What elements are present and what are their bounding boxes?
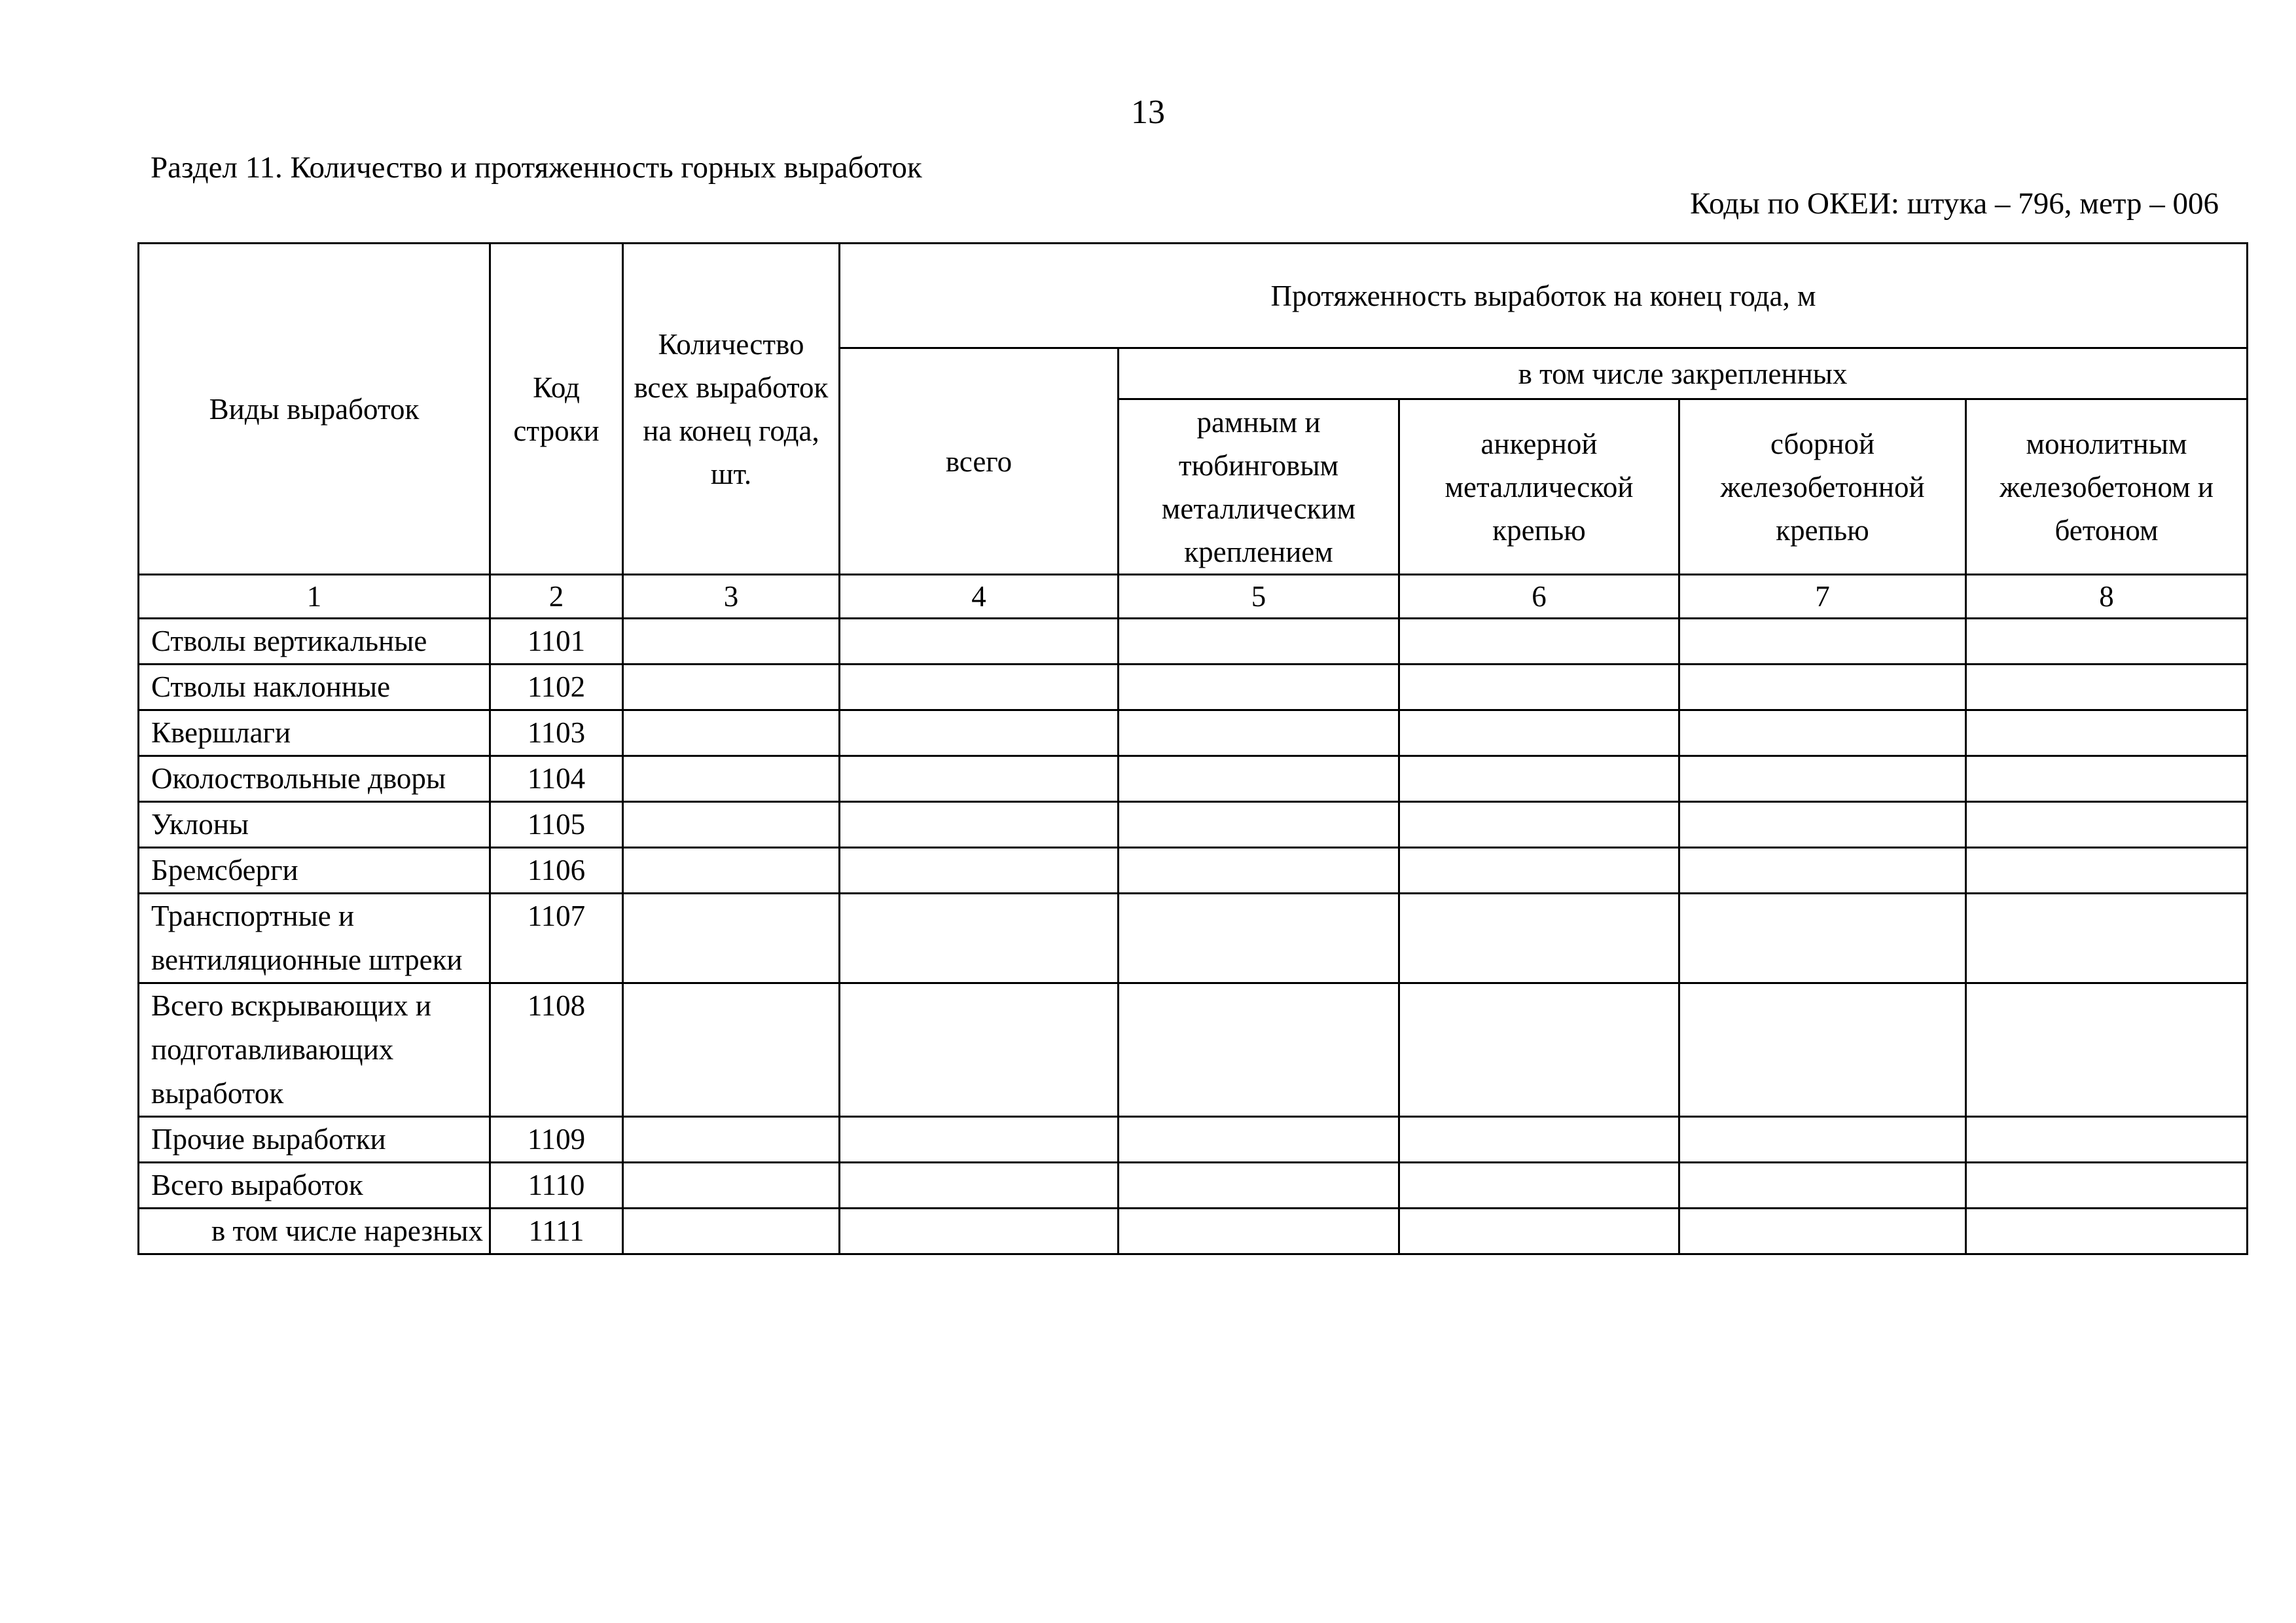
input-cell[interactable] (1966, 848, 2248, 894)
input-cell[interactable] (1399, 665, 1679, 710)
row-label: Прочие выработки (139, 1117, 490, 1163)
table-row (139, 710, 2248, 756)
input-cell[interactable] (1119, 1209, 1399, 1254)
input-cell[interactable] (623, 710, 840, 756)
header-precast: сборной железобетонной крепью (1679, 399, 1966, 575)
input-cell[interactable] (1679, 1163, 1966, 1209)
input-cell[interactable] (623, 848, 840, 894)
input-cell[interactable] (1966, 619, 2248, 665)
row-label: Стволы наклонные (139, 665, 490, 710)
input-cell[interactable] (1119, 848, 1399, 894)
okei-codes: Коды по ОКЕИ: штука – 796, метр – 006 (1690, 187, 2219, 221)
input-cell[interactable] (623, 665, 840, 710)
input-cell[interactable] (1679, 756, 1966, 802)
row-label: Стволы вертикальные (139, 619, 490, 665)
header-frame: рамным и тюбинговым металлическим креплением (1119, 399, 1399, 575)
input-cell[interactable] (1679, 1117, 1966, 1163)
input-cell[interactable] (1679, 894, 1966, 983)
input-cell[interactable] (623, 983, 840, 1117)
row-code: 1103 (490, 710, 623, 756)
input-cell[interactable] (623, 1117, 840, 1163)
input-cell[interactable] (1119, 802, 1399, 848)
header-types: Виды выработок (139, 244, 490, 575)
input-cell[interactable] (1679, 848, 1966, 894)
table-row (139, 619, 2248, 665)
input-cell[interactable] (1399, 619, 1679, 665)
table-row (139, 848, 2248, 894)
input-cell[interactable] (1966, 665, 2248, 710)
input-cell[interactable] (1966, 802, 2248, 848)
input-cell[interactable] (623, 756, 840, 802)
row-label: Квершлаги (139, 710, 490, 756)
row-code: 1102 (490, 665, 623, 710)
page-number: 13 (1131, 94, 1165, 131)
input-cell[interactable] (1966, 1209, 2248, 1254)
section-title: Раздел 11. Количество и протяженность горных выработок (151, 151, 922, 185)
input-cell[interactable] (840, 983, 1119, 1117)
input-cell[interactable] (1966, 983, 2248, 1117)
row-code: 1107 (490, 894, 623, 983)
header-anchor: анкерной металлической крепью (1399, 399, 1679, 575)
input-cell[interactable] (1119, 983, 1399, 1117)
input-cell[interactable] (840, 848, 1119, 894)
input-cell[interactable] (1966, 1117, 2248, 1163)
column-number: 5 (1119, 575, 1399, 619)
input-cell[interactable] (840, 1209, 1119, 1254)
header-length-group: Протяженность выработок на конец года, м (840, 244, 2248, 348)
input-cell[interactable] (1119, 1117, 1399, 1163)
input-cell[interactable] (840, 1163, 1119, 1209)
input-cell[interactable] (840, 619, 1119, 665)
input-cell[interactable] (623, 894, 840, 983)
table-row (139, 983, 2248, 1117)
input-cell[interactable] (1399, 1163, 1679, 1209)
input-cell[interactable] (623, 1209, 840, 1254)
input-cell[interactable] (1679, 983, 1966, 1117)
input-cell[interactable] (1679, 1209, 1966, 1254)
input-cell[interactable] (1399, 848, 1679, 894)
column-number: 8 (1966, 575, 2248, 619)
input-cell[interactable] (1119, 619, 1399, 665)
input-cell[interactable] (623, 619, 840, 665)
input-cell[interactable] (1119, 1163, 1399, 1209)
row-label: в том числе нарезных (139, 1209, 490, 1254)
row-label: Всего выработок (139, 1163, 490, 1209)
header-count: Количество всех выработок на конец года, шт. (623, 244, 840, 575)
input-cell[interactable] (840, 665, 1119, 710)
header-total: всего (840, 348, 1119, 575)
row-label: Всего вскрывающих и подготавливающих выработок (139, 983, 490, 1117)
input-cell[interactable] (1966, 756, 2248, 802)
header-code: Код строки (490, 244, 623, 575)
input-cell[interactable] (840, 802, 1119, 848)
row-code: 1109 (490, 1117, 623, 1163)
row-code: 1101 (490, 619, 623, 665)
table-row (139, 665, 2248, 710)
column-numbers-row (139, 575, 2248, 619)
input-cell[interactable] (1399, 894, 1679, 983)
column-number: 6 (1399, 575, 1679, 619)
input-cell[interactable] (840, 756, 1119, 802)
column-number: 1 (139, 575, 490, 619)
input-cell[interactable] (1679, 802, 1966, 848)
input-cell[interactable] (1966, 710, 2248, 756)
column-number: 4 (840, 575, 1119, 619)
row-code: 1104 (490, 756, 623, 802)
column-number: 7 (1679, 575, 1966, 619)
row-label: Бремсберги (139, 848, 490, 894)
header-monolithic: монолитным железобетоном и бетоном (1966, 399, 2248, 575)
row-code: 1106 (490, 848, 623, 894)
table-row (139, 1209, 2248, 1254)
input-cell[interactable] (1679, 619, 1966, 665)
input-cell[interactable] (1399, 756, 1679, 802)
row-code: 1111 (490, 1209, 623, 1254)
input-cell[interactable] (1966, 1163, 2248, 1209)
table-row (139, 1117, 2248, 1163)
input-cell[interactable] (840, 1117, 1119, 1163)
column-number: 3 (623, 575, 840, 619)
table-row (139, 802, 2248, 848)
row-code: 1105 (490, 802, 623, 848)
input-cell[interactable] (1399, 1117, 1679, 1163)
row-label: Уклоны (139, 802, 490, 848)
input-cell[interactable] (1399, 802, 1679, 848)
table-row (139, 1163, 2248, 1209)
input-cell[interactable] (1399, 710, 1679, 756)
header-secured-group: в том числе закрепленных (1119, 348, 2248, 399)
input-cell[interactable] (840, 710, 1119, 756)
input-cell[interactable] (1119, 756, 1399, 802)
row-label: Околоствольные дворы (139, 756, 490, 802)
table-row (139, 894, 2248, 983)
row-code: 1110 (490, 1163, 623, 1209)
table-row (139, 756, 2248, 802)
input-cell[interactable] (1966, 894, 2248, 983)
input-cell[interactable] (1679, 665, 1966, 710)
row-code: 1108 (490, 983, 623, 1117)
input-cell[interactable] (1119, 710, 1399, 756)
input-cell[interactable] (1119, 894, 1399, 983)
input-cell[interactable] (1679, 710, 1966, 756)
input-cell[interactable] (623, 802, 840, 848)
column-number: 2 (490, 575, 623, 619)
input-cell[interactable] (840, 894, 1119, 983)
mine-workings-table (137, 242, 2248, 1255)
input-cell[interactable] (1399, 1209, 1679, 1254)
input-cell[interactable] (623, 1163, 840, 1209)
input-cell[interactable] (1119, 665, 1399, 710)
row-label: Транспортные и вентиляционные штреки (139, 894, 490, 983)
input-cell[interactable] (1399, 983, 1679, 1117)
